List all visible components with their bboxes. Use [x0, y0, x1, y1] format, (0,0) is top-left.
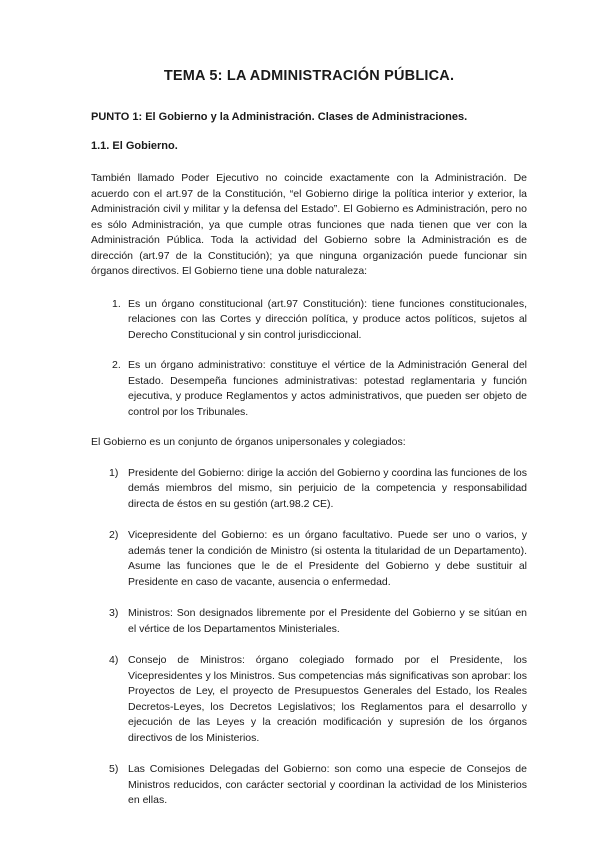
- organos-intro-paragraph: El Gobierno es un conjunto de órganos unipersonales y colegiados:: [91, 436, 406, 448]
- list-item-text: Presidente del Gobierno: dirige la acción del Gobierno y coordina las funciones de los demás miembros del mismo, sin perjuicio de la competencia y responsabilidad directa de éstos en su gestión (art.98.2 CE).: [128, 466, 527, 510]
- list-item-text: Las Comisiones Delegadas del Gobierno: son como una especie de Consejos de Ministros reducidos, con carácter sectorial y coordinan la actividad de los Ministerios en ellas.: [128, 763, 527, 806]
- document-page: [91, 68, 527, 825]
- list-item-text: Consejo de Ministros: órgano colegiado formado por el Presidente, los Vicepresidentes y los Ministros. Sus competencias más significativas son aprobar: los Proyectos de Ley, el proyecto de Presupuestos Generales del Estado, los Reales Decretos-Leyes, los Decretos Legislativos; los Reglamentos para el desarrollo y ejecución de las Leyes y la creación modificación y supresión de los órganos directivos de los Ministerios.: [128, 654, 527, 744]
- list-item-number: 4): [109, 654, 119, 666]
- list-item: [91, 528, 527, 590]
- list-item: [91, 358, 527, 420]
- organos-list: [91, 466, 527, 809]
- list-item-number: 5): [109, 763, 119, 775]
- list-item: [91, 466, 527, 513]
- list-item-text: Vicepresidente del Gobierno: es un órgano facultativo. Puede ser uno o varios, y además tener la condición de Ministro (si ostenta la titularidad de un Departamento). Asume las funciones que le de el Presidente del Gobierno y debe sustituir al Presidente en caso de vacante, ausencia o enfermedad.: [128, 529, 527, 588]
- list-item-number: 2.: [112, 359, 121, 371]
- naturaleza-list: [91, 297, 527, 421]
- list-item: [91, 606, 527, 637]
- list-item-number: 2): [109, 529, 119, 541]
- section-heading: 1.1. El Gobierno.: [91, 140, 178, 152]
- list-item-text: Ministros: Son designados libremente por el Presidente del Gobierno y se sitúan en el vértice de los Departamentos Ministeriales.: [128, 607, 527, 635]
- list-item: [91, 653, 527, 746]
- list-item-number: 3): [109, 607, 119, 619]
- intro-paragraph: También llamado Poder Ejecutivo no coincide exactamente con la Administración. De acuerdo con el art.97 de la Constitución, “el Gobierno dirige la política interior y exterior, la Administración civil y militar y la defensa del Estado”. El Gobierno es Administración, pero no es sólo Administración, ya que cumple otras funciones que nada tienen que ver con la Administración Pública. Toda la actividad del Gobierno sobre la Administración es de dirección (art.97 de la Constitución); ya que ninguna organización puede funcionar sin órganos directivos. El Gobierno tiene una doble naturaleza:: [91, 172, 527, 277]
- list-item: [91, 762, 527, 809]
- list-item-number: 1.: [112, 297, 121, 310]
- punto-heading: PUNTO 1: El Gobierno y la Administración. Clases de Administraciones.: [91, 111, 468, 123]
- page-title: TEMA 5: LA ADMINISTRACIÓN PÚBLICA.: [163, 68, 455, 84]
- list-item: [91, 297, 527, 344]
- list-item-number: 1): [109, 466, 119, 479]
- list-item-text: Es un órgano administrativo: constituye el vértice de la Administración General del Estado. Desempeña funciones administrativas: potestad reglamentaria y función ejecutiva, y produce Reglamentos y actos administrativos, que pueden ser objeto de control por los Tribunales.: [128, 359, 527, 418]
- list-item-text: Es un órgano constitucional (art.97 Constitución): tiene funciones constitucionales, relaciones con las Cortes y dirección política, y produce actos políticos, sujetos al Derecho Constitucional y sin control jurisdiccional.: [128, 297, 527, 341]
